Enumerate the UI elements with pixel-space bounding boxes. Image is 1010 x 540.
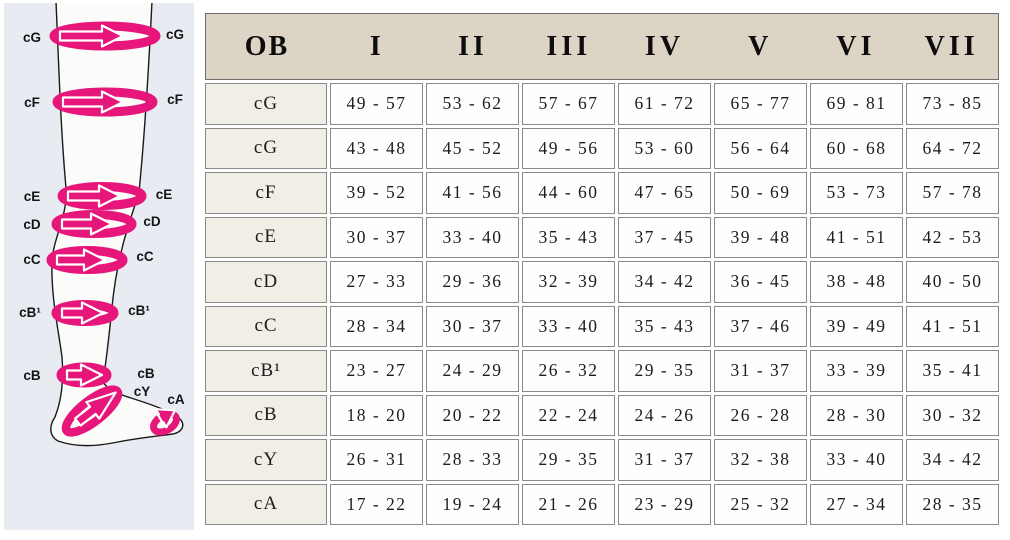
table-cell: 29 - 35 <box>618 350 711 392</box>
header-cell-ob: OB <box>244 30 290 62</box>
table-cell: 25 - 32 <box>714 484 807 526</box>
table-cell: 69 - 81 <box>810 83 903 125</box>
table-cell: 23 - 27 <box>330 350 423 392</box>
table-cell: 27 - 33 <box>330 261 423 303</box>
table-row <box>205 128 999 170</box>
table-header-row <box>205 13 999 80</box>
table-cell: 22 - 24 <box>522 395 615 437</box>
table-cell: 34 - 42 <box>906 439 999 481</box>
table-cell: 61 - 72 <box>618 83 711 125</box>
band-label: cE <box>155 187 173 202</box>
table-cell: 33 - 40 <box>810 439 903 481</box>
table-cell: 24 - 26 <box>618 395 711 437</box>
table-row <box>205 350 999 392</box>
table-row <box>205 395 999 437</box>
table-cell: 37 - 46 <box>714 306 807 348</box>
table-cell: 43 - 48 <box>330 128 423 170</box>
table-cell: 45 - 52 <box>426 128 519 170</box>
band-label: cD <box>143 214 161 229</box>
band-label: cD <box>23 217 41 232</box>
table-cell: 35 - 41 <box>906 350 999 392</box>
row-label: cG <box>205 83 327 125</box>
band-label: cE <box>23 189 41 204</box>
table-cell: 41 - 51 <box>810 217 903 259</box>
header-cell-size-1: I <box>369 30 385 62</box>
table-cell: 41 - 51 <box>906 306 999 348</box>
table-cell: 65 - 77 <box>714 83 807 125</box>
table-row <box>205 172 999 214</box>
table-cell: 49 - 56 <box>522 128 615 170</box>
table-cell: 28 - 33 <box>426 439 519 481</box>
table-row <box>205 439 999 481</box>
table-cell: 47 - 65 <box>618 172 711 214</box>
table-row <box>205 261 999 303</box>
band-label: cB <box>23 368 41 383</box>
sizing-table <box>205 13 999 525</box>
table-cell: 19 - 24 <box>426 484 519 526</box>
header-cell-size-4: IV <box>644 30 685 62</box>
table-cell: 26 - 32 <box>522 350 615 392</box>
band-label: cB <box>137 366 155 381</box>
table-cell: 73 - 85 <box>906 83 999 125</box>
table-cell: 57 - 78 <box>906 172 999 214</box>
row-label: cB¹ <box>205 350 327 392</box>
table-row <box>205 217 999 259</box>
band-label: cC <box>23 252 41 267</box>
header-cell-size-2: II <box>458 30 488 62</box>
table-cell: 21 - 26 <box>522 484 615 526</box>
table-cell: 30 - 37 <box>426 306 519 348</box>
row-label: cY <box>205 439 327 481</box>
table-cell: 17 - 22 <box>330 484 423 526</box>
table-cell: 57 - 67 <box>522 83 615 125</box>
band-label: cF <box>24 95 40 110</box>
table-cell: 31 - 37 <box>714 350 807 392</box>
table-cell: 29 - 36 <box>426 261 519 303</box>
header-cell-size-3: III <box>546 30 592 62</box>
band-label: cA <box>167 392 185 407</box>
table-cell: 33 - 40 <box>426 217 519 259</box>
table-cell: 28 - 30 <box>810 395 903 437</box>
table-cell: 39 - 49 <box>810 306 903 348</box>
table-cell: 41 - 56 <box>426 172 519 214</box>
table-cell: 27 - 34 <box>810 484 903 526</box>
table-cell: 40 - 50 <box>906 261 999 303</box>
table-cell: 36 - 45 <box>714 261 807 303</box>
table-cell: 20 - 22 <box>426 395 519 437</box>
band-label: cB¹ <box>128 303 150 318</box>
measurement-band <box>61 365 107 386</box>
table-row <box>205 306 999 348</box>
table-cell: 60 - 68 <box>810 128 903 170</box>
leg-diagram-panel <box>4 3 194 530</box>
table-cell: 42 - 53 <box>906 217 999 259</box>
table-cell: 23 - 29 <box>618 484 711 526</box>
band-label: cB¹ <box>19 305 41 320</box>
band-label: cF <box>167 92 183 107</box>
table-cell: 39 - 48 <box>714 217 807 259</box>
band-label: cG <box>22 30 42 45</box>
header-cell-size-5: V <box>748 30 773 62</box>
table-cell: 24 - 29 <box>426 350 519 392</box>
row-label: cG <box>205 128 327 170</box>
table-cell: 34 - 42 <box>618 261 711 303</box>
band-label: cC <box>136 249 154 264</box>
header-cell-size-7: VII <box>924 30 979 62</box>
table-row <box>205 83 999 125</box>
table-cell: 37 - 45 <box>618 217 711 259</box>
table-cell: 35 - 43 <box>618 306 711 348</box>
table-cell: 28 - 34 <box>330 306 423 348</box>
row-label: cA <box>205 484 327 526</box>
header-cell-size-6: VI <box>836 30 876 62</box>
row-label: cF <box>205 172 327 214</box>
table-cell: 32 - 38 <box>714 439 807 481</box>
table-cell: 44 - 60 <box>522 172 615 214</box>
table-cell: 33 - 40 <box>522 306 615 348</box>
table-cell: 56 - 64 <box>714 128 807 170</box>
table-cell: 28 - 35 <box>906 484 999 526</box>
table-cell: 31 - 37 <box>618 439 711 481</box>
table-cell: 32 - 39 <box>522 261 615 303</box>
row-label: cB <box>205 395 327 437</box>
table-cell: 53 - 62 <box>426 83 519 125</box>
table-row <box>205 484 999 526</box>
table-cell: 49 - 57 <box>330 83 423 125</box>
row-label: cC <box>205 306 327 348</box>
table-cell: 29 - 35 <box>522 439 615 481</box>
table-cell: 64 - 72 <box>906 128 999 170</box>
row-label: cD <box>205 261 327 303</box>
table-cell: 26 - 28 <box>714 395 807 437</box>
table-cell: 33 - 39 <box>810 350 903 392</box>
table-cell: 39 - 52 <box>330 172 423 214</box>
table-cell: 26 - 31 <box>330 439 423 481</box>
row-label: cE <box>205 217 327 259</box>
table-cell: 38 - 48 <box>810 261 903 303</box>
table-cell: 30 - 37 <box>330 217 423 259</box>
band-label: cY <box>133 384 151 399</box>
table-cell: 53 - 60 <box>618 128 711 170</box>
table-cell: 50 - 69 <box>714 172 807 214</box>
band-label: cG <box>165 27 185 42</box>
table-cell: 30 - 32 <box>906 395 999 437</box>
leg-measurement-diagram <box>4 3 194 530</box>
table-body <box>205 83 999 525</box>
table-cell: 53 - 73 <box>810 172 903 214</box>
table-cell: 18 - 20 <box>330 395 423 437</box>
table-cell: 35 - 43 <box>522 217 615 259</box>
